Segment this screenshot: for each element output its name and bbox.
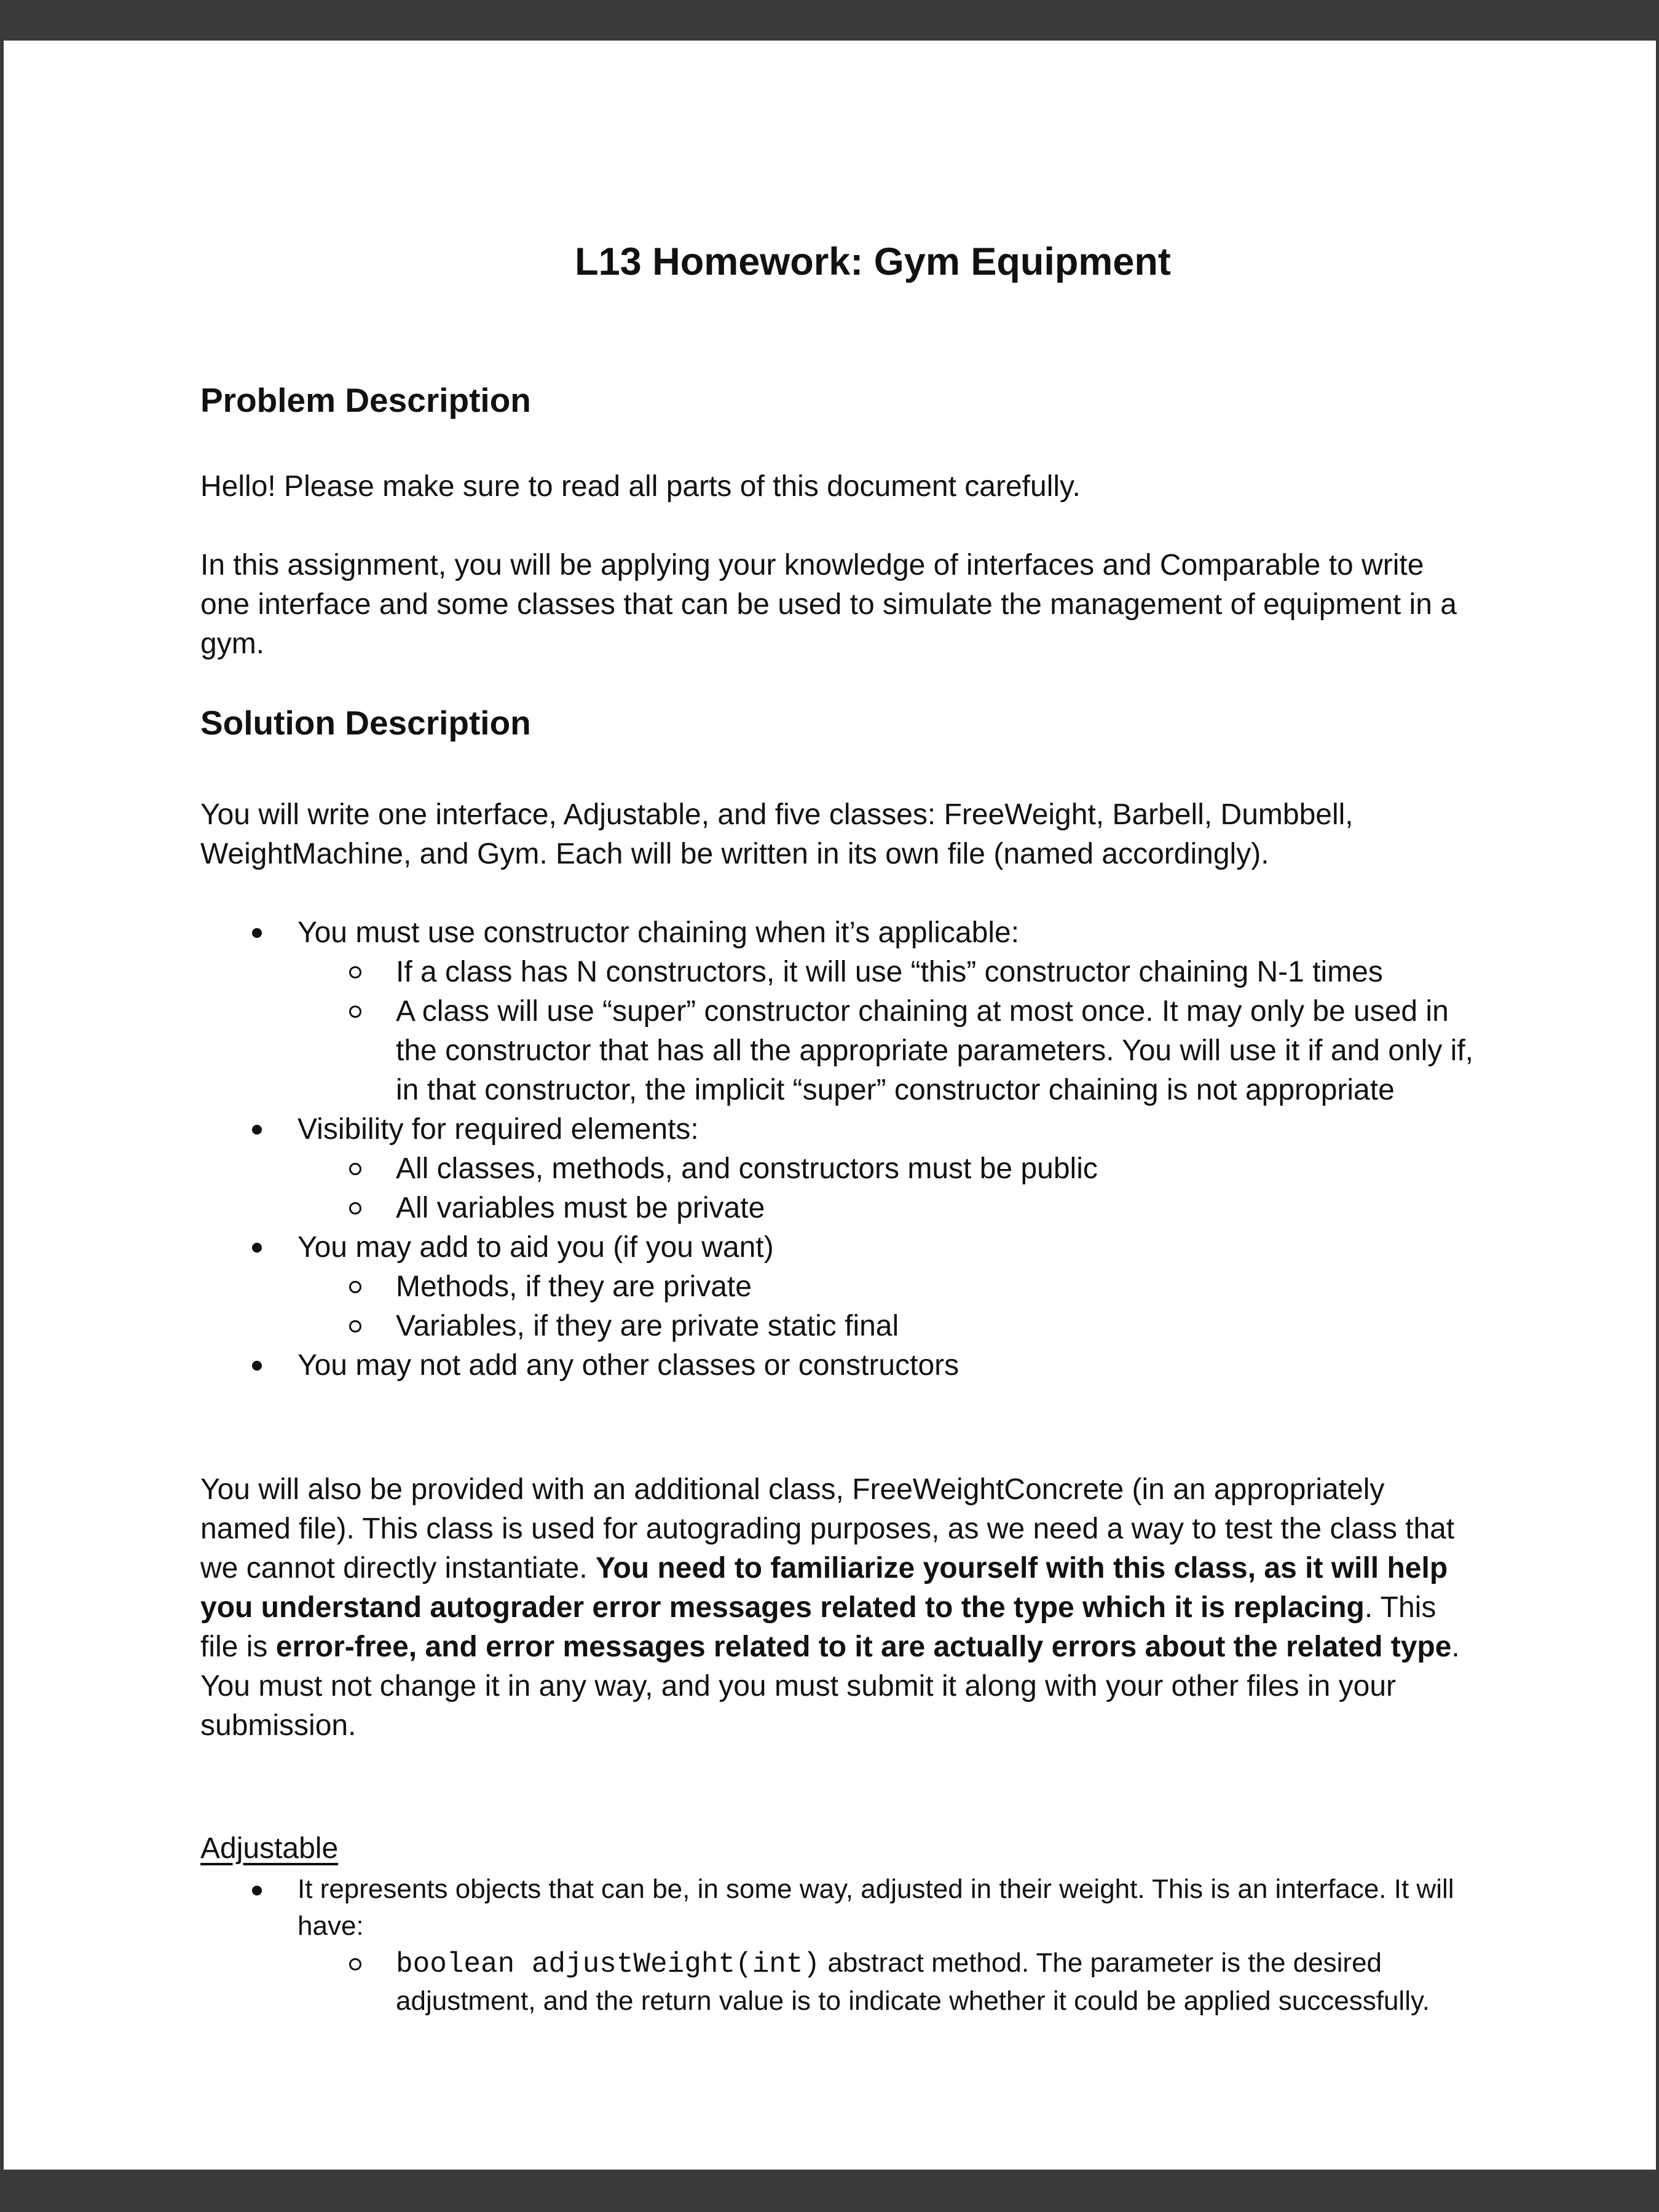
sub-list: [298, 1945, 1479, 2020]
method-signature: boolean adjustWeight(int): [396, 1948, 821, 1980]
list-item: [200, 1228, 1479, 1346]
bullet-text: You must use constructor chaining when it’s applicable:: [298, 916, 1020, 949]
list-item: [200, 913, 1479, 1110]
sub-list-item: If a class has N constructors, it will use “this” constructor chaining N-1 times: [298, 953, 1479, 992]
solution-paragraph-2: [200, 1470, 1479, 1746]
p2-bold-d: error-free, and error messages related to it are actually errors about the related type: [275, 1631, 1452, 1663]
sub-list-item: Methods, if they are private: [298, 1267, 1479, 1307]
p2-plain-a: You will also be provided with an additional class, FreeWeightConcrete (in an appropriately named file). This class is used for autograding purposes, as we need a way to test the class that we cannot directly instantiate.: [200, 1473, 1455, 1584]
problem-heading: Problem Description: [200, 381, 531, 419]
sub-list: [298, 953, 1479, 1110]
bullet-text: You may not add any other classes or constructors: [298, 1349, 960, 1382]
adjustable-heading: Adjustable: [200, 1832, 339, 1865]
problem-paragraph-2: [200, 546, 1479, 664]
sub-list-item: All classes, methods, and constructors must be public: [298, 1149, 1479, 1189]
list-item: [200, 1346, 1479, 1385]
bullet-text: You may add to aid you (if you want): [298, 1231, 774, 1264]
adjustable-list: [200, 1871, 1479, 2020]
solution-p1-text: You will write one interface, Adjustable, and five classes: FreeWeight, Barbell, Dumbbell, WeightMachine, and Gym. Each will be written in its own file (named accordingly).: [200, 798, 1354, 870]
sub-list-item: A class will use “super” constructor chaining at most once. It may only be used in the constructor that has all the appropriate parameters. You will use it if and only if, in that constructor, the implicit “super” constructor chaining is not appropriate: [298, 992, 1479, 1110]
list-item: [200, 1110, 1479, 1228]
p2-plain-c: . This file is: [200, 1591, 1436, 1663]
sub-list-item: All variables must be private: [298, 1189, 1479, 1228]
p2-bold-b: You need to familiarize yourself with this class, as it will help you understand autograder error messages related to the type which it is replacing: [200, 1552, 1448, 1624]
list-item: [200, 1871, 1479, 2020]
problem-p1-text: Hello! Please make sure to read all parts of this document carefully.: [200, 470, 1081, 503]
sub-list: [298, 1267, 1479, 1346]
document-page: [4, 41, 1656, 2170]
problem-p2-text: In this assignment, you will be applying your knowledge of interfaces and Comparable to write one interface and some classes that can be used to simulate the management of equipment in a gym.: [200, 549, 1457, 660]
solution-p2-text: [200, 1470, 1479, 1746]
problem-paragraph-1: [200, 467, 1479, 506]
solution-paragraph-1: [200, 795, 1479, 874]
page-title: L13 Homework: Gym Equipment: [575, 240, 1171, 283]
bullet-text: Visibility for required elements:: [298, 1113, 699, 1146]
solution-heading: Solution Description: [200, 704, 531, 742]
sub-list: [298, 1149, 1479, 1228]
sub-list-item: [298, 1945, 1479, 2020]
sub-list-item: Variables, if they are private static final: [298, 1307, 1479, 1346]
p2-plain-e: . You must not change it in any way, and you must submit it along with your other files in your submission.: [200, 1631, 1460, 1742]
requirements-list: [200, 913, 1479, 1385]
method-description: abstract method. The parameter is the desired adjustment, and the return value is to indicate whether it could be applied successfully.: [396, 1948, 1430, 2016]
bullet-text: It represents objects that can be, in some way, adjusted in their weight. This is an interface. It will have:: [298, 1874, 1454, 1941]
